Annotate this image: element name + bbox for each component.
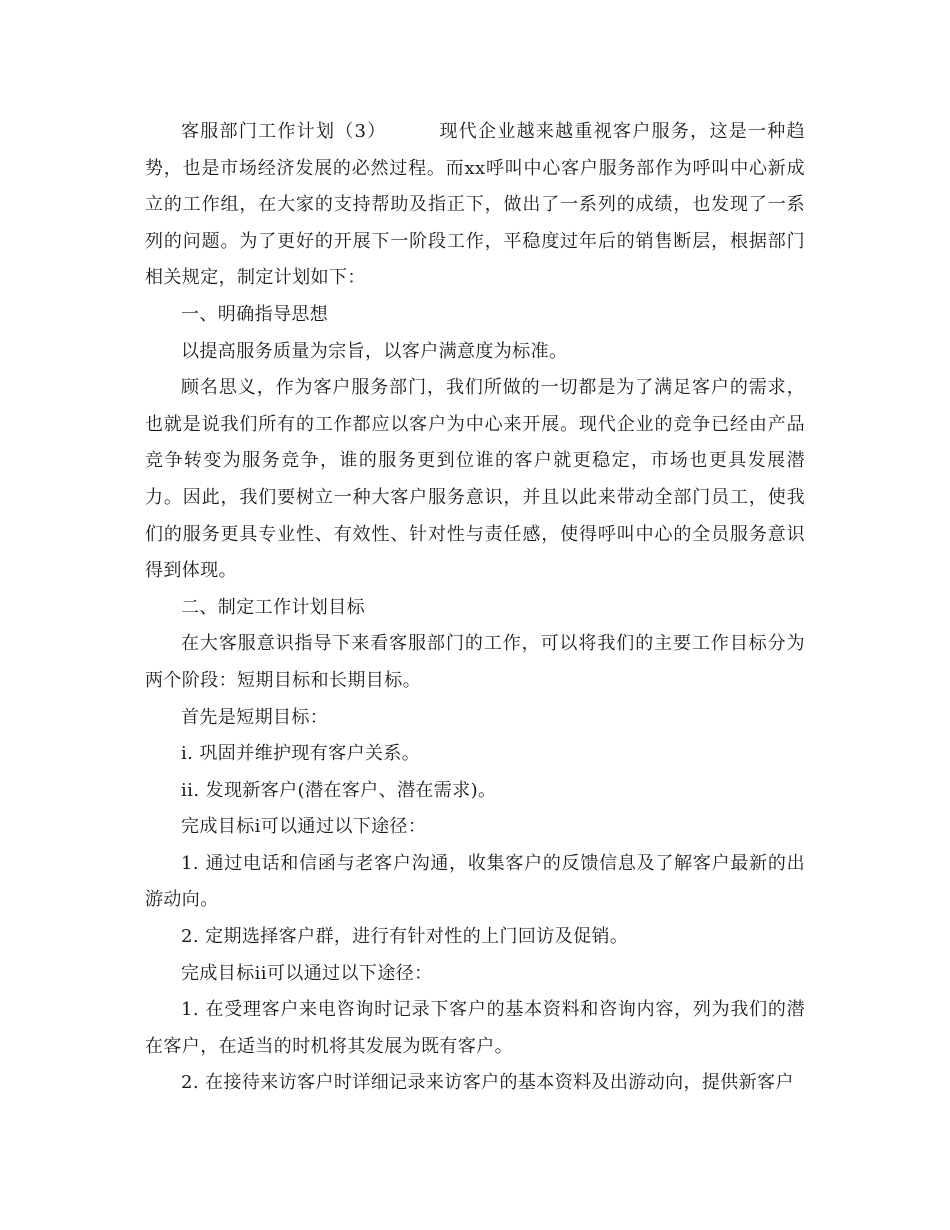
list-item: 2. 定期选择客户群，进行有针对性的上门回访及促销。 xyxy=(181,926,629,948)
paragraph: 首先是短期目标： xyxy=(181,706,329,728)
paragraph: 完成目标ii可以通过以下途径： xyxy=(181,962,433,984)
paragraph: 顾名思义，作为客户服务部门，我们所做的一切都是为了满足客户的需求，也就是说我们所有的工作都应以客户为中心来开展。现代企业的竞争已经由产品竞争转变为服务竞争，谁的服务更到位谁的客户就更稳定，市场也更具发展潜力。因此，我们要树立一种大客户服务意识，并且以此来带动全部门员工，使我们的服务更具专业性、有效性、针对性与责任感，使得呼叫中心的全员服务意识得到体现。 xyxy=(145,377,805,582)
document-title: 客服部门工作计划（3） xyxy=(181,121,387,142)
list-item: 2. 在接待来访客户时详细记录来访客户的基本资料及出游动向，提供新客户 xyxy=(181,1072,794,1094)
paragraph: 以提高服务质量为宗旨，以客户满意度为标准。 xyxy=(181,340,568,362)
document-body xyxy=(145,114,805,1102)
section-heading-2: 二、制定工作计划目标 xyxy=(181,596,365,618)
list-item: i. 巩固并维护现有客户关系。 xyxy=(181,743,421,765)
list-item: 1. 在受理客户来电咨询时记录下客户的基本资料和咨询内容，列为我们的潜在客户，在适当的时机将其发展为既有客户。 xyxy=(145,999,805,1057)
section-heading-1: 一、明确指导思想 xyxy=(181,303,329,325)
list-item: ii. 发现新客户(潜在客户、潜在需求)。 xyxy=(181,779,497,801)
list-item: 1. 通过电话和信函与老客户沟通，收集客户的反馈信息及了解客户最新的出游动向。 xyxy=(145,852,805,911)
intro-text: 现代企业越来越重视客户服务，这是一种趋势，也是市场经济发展的必然过程。而xx呼叫中心客户服务部作为呼叫中心新成立的工作组，在大家的支持帮助及指正下，做出了一系列的成绩，也发现了一系列的问题。为了更好的开展下一阶段工作，平稳度过年后的销售断层，根据部门相关规定，制定计划如下： xyxy=(145,121,805,289)
intro-paragraph xyxy=(145,114,805,297)
paragraph: 完成目标i可以通过以下途径： xyxy=(181,816,427,838)
paragraph: 在大客服意识指导下来看客服部门的工作，可以将我们的主要工作目标分为两个阶段：短期目标和长期目标。 xyxy=(145,633,805,691)
